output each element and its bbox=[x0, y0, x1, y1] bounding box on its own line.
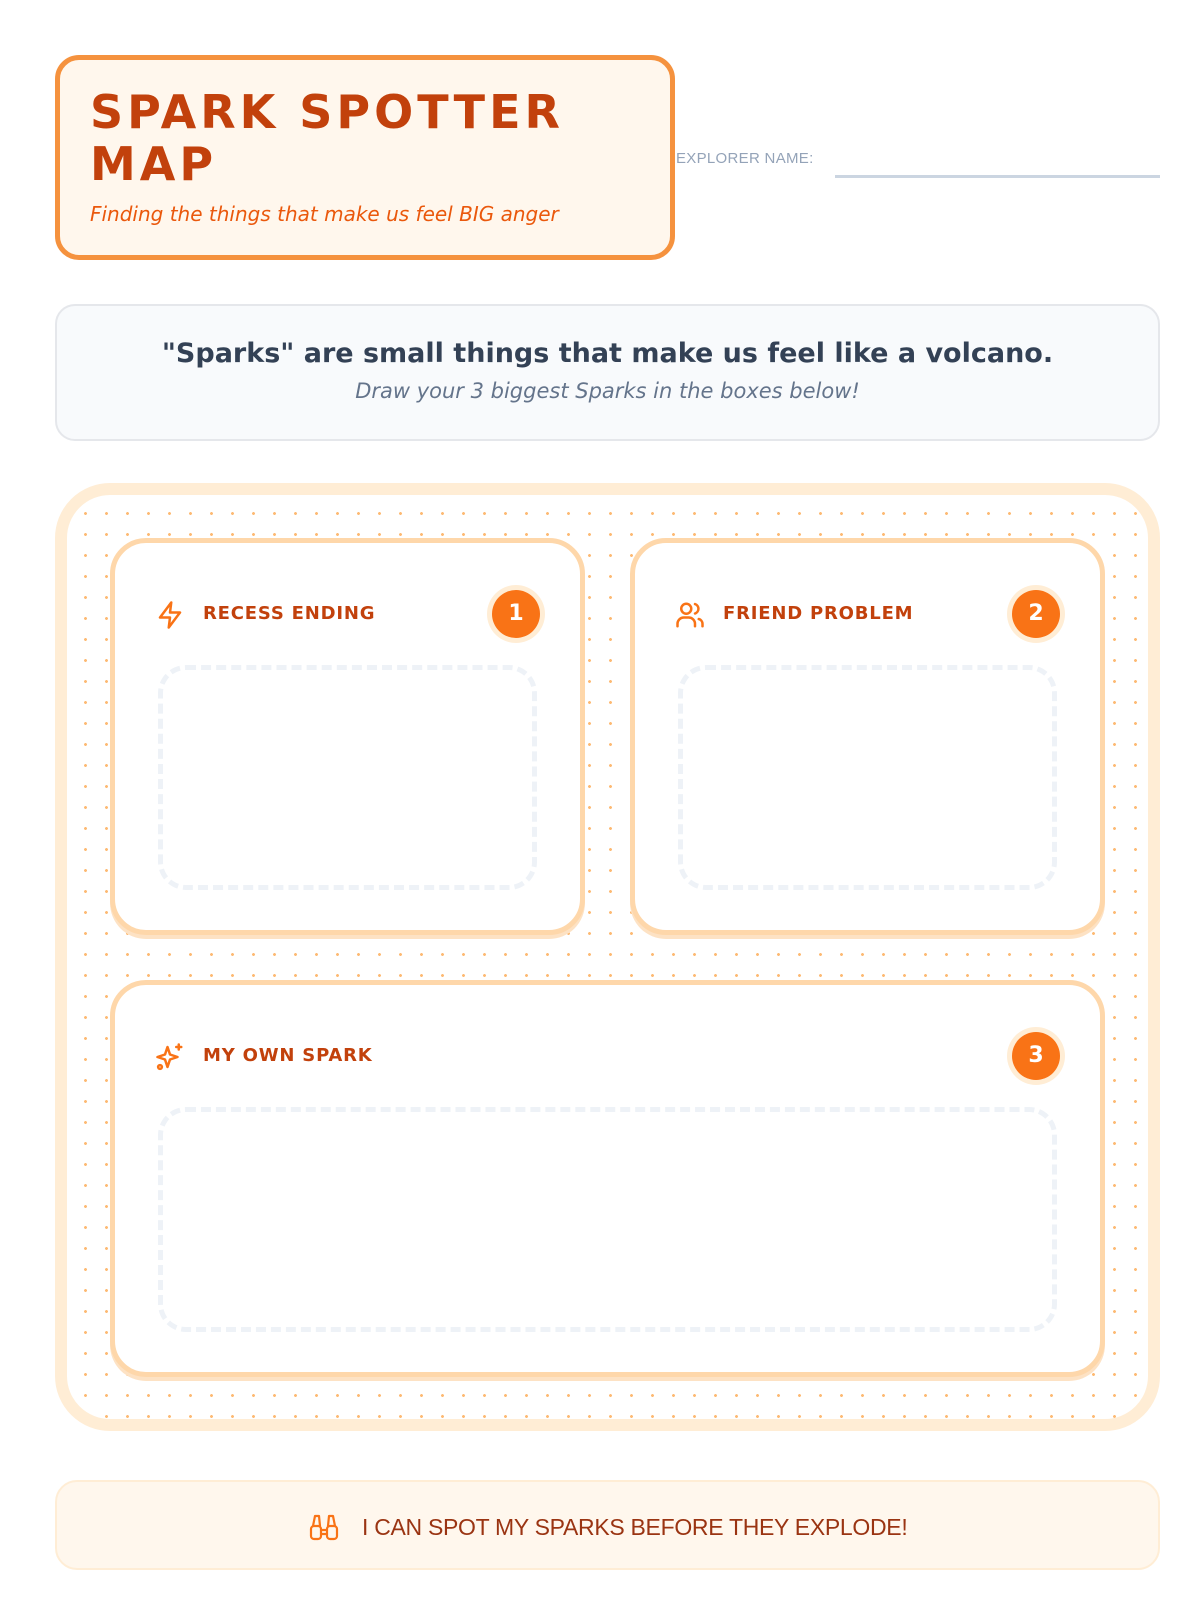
sparkles-icon bbox=[155, 1042, 185, 1072]
binoculars-icon bbox=[308, 1512, 340, 1542]
users-icon bbox=[675, 600, 705, 630]
page-subtitle: Finding the things that make us feel BIG anger bbox=[90, 202, 559, 226]
footer-text: I CAN SPOT MY SPARKS BEFORE THEY EXPLODE! bbox=[362, 1513, 908, 1540]
drawing-area[interactable] bbox=[158, 1107, 1057, 1332]
spark-number-badge: 3 bbox=[1012, 1032, 1060, 1080]
spark-card-header bbox=[675, 588, 1060, 640]
spark-card-title: MY OWN SPARK bbox=[203, 1045, 373, 1066]
footer-content bbox=[308, 1512, 908, 1542]
intro-headline: "Sparks" are small things that make us feel like a volcano. bbox=[161, 338, 1054, 369]
page-title: SPARK SPOTTER MAP bbox=[90, 85, 564, 191]
intro-instruction: Draw your 3 biggest Sparks in the boxes below! bbox=[355, 379, 860, 403]
spark-number-badge: 2 bbox=[1012, 590, 1060, 638]
spark-card-title: RECESS ENDING bbox=[203, 603, 376, 624]
explorer-name-field[interactable] bbox=[835, 175, 1160, 178]
intro-panel bbox=[55, 304, 1160, 441]
spark-number-badge: 1 bbox=[492, 590, 540, 638]
spark-card-1 bbox=[110, 538, 585, 935]
explorer-name-label: EXPLORER NAME: bbox=[676, 150, 814, 167]
lightning-icon bbox=[155, 600, 185, 630]
title-card bbox=[55, 55, 675, 260]
drawing-area[interactable] bbox=[678, 665, 1057, 890]
spark-card-header bbox=[155, 1030, 1060, 1082]
spark-card-title: FRIEND PROBLEM bbox=[723, 603, 914, 624]
footer-banner bbox=[55, 1480, 1160, 1570]
spark-card-2 bbox=[630, 538, 1105, 935]
drawing-area[interactable] bbox=[158, 665, 537, 890]
spark-card-header bbox=[155, 588, 540, 640]
spark-card-3 bbox=[110, 980, 1105, 1377]
